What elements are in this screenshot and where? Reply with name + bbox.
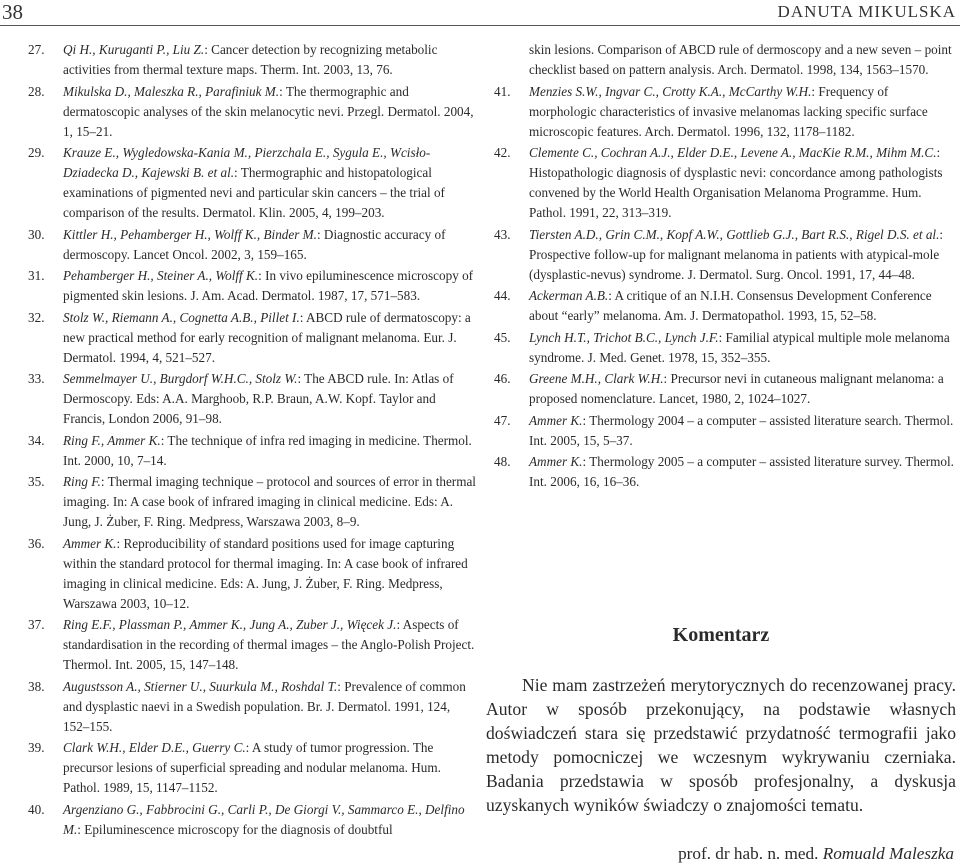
reference-text: : A study of tumor progression. The precursor lesions of superficial spreading and nodular melanoma. Hum. Pathol. 1989, 15, 1147–1152. bbox=[63, 740, 441, 795]
reference-number: 47. bbox=[494, 412, 511, 428]
reference-authors: Greene M.H., Clark W.H. bbox=[529, 371, 664, 386]
reference-item bbox=[28, 615, 476, 675]
reference-text: : In vivo epiluminescence microscopy of pigmented skin lesions. J. Am. Acad. Dermatol. 1987, 17, 571–583. bbox=[63, 268, 474, 303]
reference-authors: Clemente C., Cochran A.J., Elder D.E., Levene A., MacKie R.M., Mihm M.C. bbox=[529, 145, 937, 160]
reference-number: 48. bbox=[494, 454, 511, 469]
reference-number: 40. bbox=[28, 801, 45, 817]
reference-text: : Cancer detection by recognizing metabolic activities from thermal texture maps. Therm. Int. 2003, 13, 76. bbox=[63, 42, 438, 77]
reference-number: 27. bbox=[28, 42, 45, 57]
reference-authors: Krauze E., Wygledowska-Kania M., Pierzchala E., Sygula E., Wcisło-Dziadecka D., Kajewski B. et al. bbox=[63, 145, 431, 180]
reference-text: : Frequency of morphologic characteristics of invasive melanomas lacking specific surface microscopic features. Arch. Dermatol. 1996, 132, 1178–1182. bbox=[529, 83, 928, 139]
signature-title: prof. dr hab. n. med. bbox=[678, 844, 819, 863]
reference-text: : Thermology 2004 – a computer – assisted literature search. Thermol. Int. 2005, 15, 5–37. bbox=[529, 412, 954, 448]
reference-number: 36. bbox=[28, 535, 45, 551]
references-right-column bbox=[494, 40, 956, 494]
reference-authors: Kittler H., Pehamberger H., Wolff K., Binder M. bbox=[63, 226, 317, 242]
reference-text: : Epiluminescence microscopy for the diagnosis of doubtful bbox=[77, 821, 393, 837]
reference-item bbox=[28, 431, 476, 471]
reference-text: : Familial atypical multiple mole melanoma syndrome. J. Med. Genet. 1978, 15, 352–355. bbox=[529, 329, 950, 365]
reference-authors: Semmelmayer U., Burgdorf W.H.C., Stolz W. bbox=[63, 371, 298, 386]
signature-name: Romuald Maleszka bbox=[822, 844, 954, 863]
reference-text: : Prevalence of common and dysplastic naevi in a Swedish population. Br. J. Dermatol. 1991, 124, 152–155. bbox=[63, 678, 466, 734]
reference-authors: Mikulska D., Maleszka R., Parafiniuk M. bbox=[63, 83, 280, 99]
reference-item bbox=[494, 143, 956, 223]
reference-number: 38. bbox=[28, 678, 45, 694]
running-head: DANUTA MIKULSKA bbox=[777, 2, 956, 21]
reference-text: : Precursor nevi in cutaneous malignant melanoma: a proposed nomenclature. Lancet, 1980, 2, 1024–1027. bbox=[529, 371, 944, 406]
commentary-signature bbox=[678, 844, 954, 864]
reference-item bbox=[494, 328, 956, 368]
reference-number: 31. bbox=[28, 268, 45, 283]
reference-authors: Ring E.F., Plassman P., Ammer K., Jung A., Zuber J., Więcek J. bbox=[63, 617, 397, 632]
reference-number: 29. bbox=[28, 145, 45, 160]
reference-number: 28. bbox=[28, 83, 45, 99]
reference-number: 41. bbox=[494, 83, 511, 99]
reference-text: : Histopathologic diagnosis of dysplastic nevi: concordance among pathologists convened by the World Health Organisation Melanoma Programme. Hum. Pathol. 1991, 22, 313–319. bbox=[529, 145, 943, 220]
reference-number: 46. bbox=[494, 371, 511, 386]
reference-text: : Diagnostic accuracy of dermoscopy. Lancet Oncol. 2002, 3, 159–165. bbox=[63, 226, 446, 262]
reference-number: 30. bbox=[28, 226, 45, 242]
reference-authors: Ackerman A.B. bbox=[529, 288, 609, 303]
reference-authors: Tiersten A.D., Grin C.M., Kopf A.W., Gottlieb G.J., Bart R.S., Rigel D.S. et al. bbox=[529, 226, 940, 242]
page-header bbox=[0, 0, 960, 28]
reference-authors: Lynch H.T., Trichot B.C., Lynch J.F. bbox=[529, 329, 719, 345]
reference-authors: Augustsson A., Stierner U., Suurkula M., Roshdal T. bbox=[63, 678, 338, 694]
reference-authors: Ring F. bbox=[63, 474, 101, 489]
page-number: 38 bbox=[2, 0, 23, 24]
reference-item bbox=[494, 225, 956, 285]
reference-text: : Thermology 2005 – a computer – assisted literature survey. Thermol. Int. 2006, 16, 16–36. bbox=[529, 454, 954, 489]
reference-authors: Clark W.H., Elder D.E., Guerry C. bbox=[63, 740, 246, 755]
reference-item bbox=[494, 369, 956, 409]
reference-item bbox=[494, 82, 956, 142]
reference-authors: Ammer K. bbox=[529, 412, 583, 428]
reference-item bbox=[28, 40, 476, 80]
reference-number: 34. bbox=[28, 432, 45, 448]
reference-item bbox=[494, 452, 956, 492]
reference-text: : The thermographic and dermatoscopic analyses of the skin melanocytic nevi. Przegl. Dermatol. 2004, 1, 15–21. bbox=[63, 83, 474, 139]
reference-text: : Thermal imaging technique – protocol and sources of error in thermal imaging. In: A case book of infrared imaging in clinical medicine. Eds: A. Jung, J. Żuber, F. Ring. Medpress, Warszawa 2003, 8–9. bbox=[63, 474, 476, 529]
reference-text: : A critique of an N.I.H. Consensus Development Conference about “early” melanoma. Am. J. Dermatopathol. 1993, 15, 52–58. bbox=[529, 288, 932, 323]
commentary-section bbox=[486, 624, 956, 817]
reference-text: : ABCD rule of dermatoscopy: a new practical method for early recognition of malignant melanoma. Eur. J. Dermatol. 1994, 4, 521–527. bbox=[63, 309, 471, 365]
reference-item bbox=[28, 369, 476, 429]
reference-item bbox=[28, 534, 476, 614]
reference-authors: Menzies S.W., Ingvar C., Crotty K.A., McCarthy W.H. bbox=[529, 83, 812, 99]
reference-authors: Argenziano G., Fabbrocini G., Carli P., De Giorgi V., Sammarco E., Delfino M. bbox=[63, 801, 465, 837]
reference-number: 39. bbox=[28, 740, 45, 755]
reference-text: : Reproducibility of standard positions used for image capturing within the standard protocol for thermal imaging. In: A case book of infrared imaging in clinical medicine. Eds: A. Jung, J. Żuber, F. Ring. Medpress, Warszawa 2003, 10–12. bbox=[63, 535, 468, 611]
reference-number: 32. bbox=[28, 309, 45, 325]
reference-authors: Ammer K. bbox=[63, 535, 117, 551]
reference-text: : The technique of infra red imaging in medicine. Thermol. Int. 2000, 10, 7–14. bbox=[63, 432, 472, 468]
reference-item bbox=[494, 286, 956, 326]
reference-item bbox=[28, 266, 476, 306]
reference-item bbox=[494, 40, 956, 80]
reference-item bbox=[28, 800, 476, 840]
reference-item bbox=[28, 738, 476, 798]
reference-authors: Stolz W., Riemann A., Cognetta A.B., Pillet I. bbox=[63, 309, 300, 325]
reference-number: 35. bbox=[28, 474, 45, 489]
reference-item bbox=[494, 411, 956, 451]
reference-item bbox=[28, 677, 476, 737]
reference-item bbox=[28, 225, 476, 265]
reference-authors: Ring F., Ammer K. bbox=[63, 432, 161, 448]
reference-text: : Aspects of standardisation in the recording of thermal images – the Anglo-Polish Project. Thermol. Int. 2005, 15, 147–148. bbox=[63, 617, 475, 672]
reference-item bbox=[28, 308, 476, 368]
reference-text: : The ABCD rule. In: Atlas of Dermoscopy. Eds: A.A. Marghoob, R.P. Braun, A.W. Kopf. Taylor and Francis, London 2006, 91–98. bbox=[63, 371, 454, 426]
references-left-column bbox=[28, 40, 476, 841]
reference-item bbox=[28, 472, 476, 532]
reference-number: 33. bbox=[28, 371, 45, 386]
reference-text: skin lesions. Comparison of ABCD rule of dermoscopy and a new seven – point checklist based on pattern analysis. Arch. Dermatol. 1998, 134, 1563–1570. bbox=[529, 42, 952, 77]
reference-number: 42. bbox=[494, 145, 511, 160]
reference-authors: Pehamberger H., Steiner A., Wolff K. bbox=[63, 268, 259, 283]
reference-text: : Thermographic and histopatological examinations of pigmented nevi and particular skin cancers – the trial of comparison of the results. Dermatol. Klin. 2005, 4, 199–203. bbox=[63, 165, 445, 220]
header-rule bbox=[0, 25, 960, 26]
commentary-title: Komentarz bbox=[672, 624, 770, 646]
reference-authors: Qi H., Kuruganti P., Liu Z. bbox=[63, 42, 205, 57]
reference-number: 37. bbox=[28, 617, 45, 632]
reference-number: 44. bbox=[494, 288, 511, 303]
commentary-body: Nie mam zastrzeżeń merytorycznych do recenzowanej pracy. Autor w sposób przekonujący, na podstawie własnych doświadczeń stara się przedstawić przydatność termografii jako metody pomocniczej we wczesnym wykrywaniu czerniaka. Badania przedstawia w sposób profesjonalny, a dyskusja uzyskanych wyników świadczy o znajomości tematu. bbox=[486, 675, 956, 815]
reference-item bbox=[28, 82, 476, 142]
reference-number: 43. bbox=[494, 226, 511, 242]
reference-authors: Ammer K. bbox=[529, 454, 583, 469]
reference-text: : Prospective follow-up for malignant melanoma in patients with atypical-mole (dysplastic-nevus) syndrome. J. Dermatol. Surg. Oncol. 1991, 17, 44–48. bbox=[529, 226, 944, 282]
reference-number: 45. bbox=[494, 329, 511, 345]
reference-item bbox=[28, 143, 476, 223]
